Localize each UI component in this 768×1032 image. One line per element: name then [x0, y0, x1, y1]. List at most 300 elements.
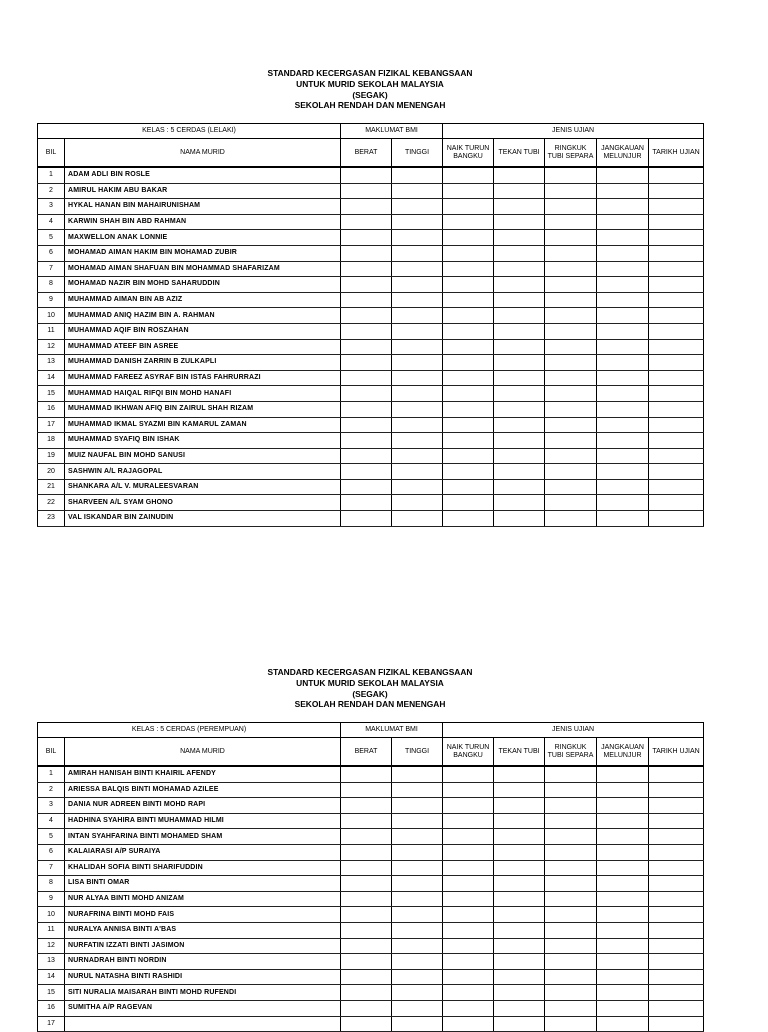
berat-cell[interactable]: [341, 199, 392, 215]
jangkauan-melunjur-cell[interactable]: [597, 230, 649, 246]
naik-turun-bangku-cell[interactable]: [443, 907, 494, 923]
tinggi-cell[interactable]: [392, 860, 443, 876]
tinggi-cell[interactable]: [392, 417, 443, 433]
ringkuk-tubi-separa-cell[interactable]: [545, 829, 597, 845]
tekan-tubi-cell[interactable]: [494, 954, 545, 970]
jangkauan-melunjur-cell[interactable]: [597, 245, 649, 261]
tekan-tubi-cell[interactable]: [494, 199, 545, 215]
naik-turun-bangku-cell[interactable]: [443, 277, 494, 293]
tarikh-ujian-cell[interactable]: [649, 277, 704, 293]
tekan-tubi-cell[interactable]: [494, 401, 545, 417]
naik-turun-bangku-cell[interactable]: [443, 511, 494, 527]
tinggi-cell[interactable]: [392, 183, 443, 199]
berat-cell[interactable]: [341, 969, 392, 985]
nama-murid-cell: MUHAMMAD HAIQAL RIFQI BIN MOHD HANAFI: [65, 386, 341, 402]
naik-turun-bangku-cell[interactable]: [443, 954, 494, 970]
berat-cell[interactable]: [341, 511, 392, 527]
tekan-tubi-cell[interactable]: [494, 829, 545, 845]
tarikh-ujian-cell[interactable]: [649, 464, 704, 480]
berat-cell[interactable]: [341, 891, 392, 907]
bil-cell: 10: [38, 308, 65, 324]
tinggi-cell[interactable]: [392, 891, 443, 907]
tinggi-cell[interactable]: [392, 813, 443, 829]
naik-turun-bangku-cell[interactable]: [443, 829, 494, 845]
jangkauan-melunjur-cell[interactable]: [597, 829, 649, 845]
naik-turun-bangku-cell[interactable]: [443, 401, 494, 417]
tekan-tubi-cell[interactable]: [494, 448, 545, 464]
table-row: [38, 479, 704, 495]
table-row: [38, 167, 704, 183]
naik-turun-bangku-cell[interactable]: [443, 844, 494, 860]
tinggi-cell[interactable]: [392, 277, 443, 293]
berat-cell[interactable]: [341, 355, 392, 371]
tinggi-cell[interactable]: [392, 511, 443, 527]
tekan-tubi-cell[interactable]: [494, 479, 545, 495]
naik-turun-bangku-cell[interactable]: [443, 417, 494, 433]
nama-murid-cell: MOHAMAD NAZIR BIN MOHD SAHARUDDIN: [65, 277, 341, 293]
tekan-tubi-cell[interactable]: [494, 1000, 545, 1016]
jangkauan-melunjur-cell[interactable]: [597, 495, 649, 511]
naik-turun-bangku-cell[interactable]: [443, 766, 494, 782]
tekan-tubi-cell[interactable]: [494, 464, 545, 480]
berat-cell[interactable]: [341, 479, 392, 495]
tekan-tubi-cell[interactable]: [494, 511, 545, 527]
tinggi-cell[interactable]: [392, 245, 443, 261]
berat-cell[interactable]: [341, 292, 392, 308]
jangkauan-melunjur-cell[interactable]: [597, 292, 649, 308]
jangkauan-melunjur-cell[interactable]: [597, 860, 649, 876]
jenis-ujian-header: JENIS UJIAN: [443, 124, 704, 139]
jangkauan-melunjur-cell[interactable]: [597, 183, 649, 199]
tarikh-ujian-cell[interactable]: [649, 214, 704, 230]
tekan-tubi-cell[interactable]: [494, 308, 545, 324]
tekan-tubi-cell[interactable]: [494, 230, 545, 246]
jangkauan-melunjur-cell[interactable]: [597, 464, 649, 480]
naik-turun-bangku-cell[interactable]: [443, 199, 494, 215]
berat-cell[interactable]: [341, 308, 392, 324]
ringkuk-tubi-separa-cell[interactable]: [545, 183, 597, 199]
nama-murid-cell: MUHAMMAD ANIQ HAZIM BIN A. RAHMAN: [65, 308, 341, 324]
jangkauan-melunjur-cell[interactable]: [597, 417, 649, 433]
tinggi-cell[interactable]: [392, 922, 443, 938]
tarikh-ujian-cell[interactable]: [649, 782, 704, 798]
ringkuk-tubi-separa-cell[interactable]: [545, 969, 597, 985]
tekan-tubi-cell[interactable]: [494, 214, 545, 230]
naik-turun-bangku-cell[interactable]: [443, 448, 494, 464]
tarikh-ujian-cell[interactable]: [649, 183, 704, 199]
nama-murid-cell: AMIRUL HAKIM ABU BAKAR: [65, 183, 341, 199]
tekan-tubi-cell[interactable]: [494, 891, 545, 907]
tinggi-cell[interactable]: [392, 985, 443, 1001]
tekan-tubi-cell[interactable]: [494, 813, 545, 829]
tarikh-ujian-cell[interactable]: [649, 798, 704, 814]
naik-turun-bangku-cell[interactable]: [443, 876, 494, 892]
naik-turun-bangku-cell[interactable]: [443, 261, 494, 277]
ringkuk-tubi-separa-cell[interactable]: [545, 230, 597, 246]
jangkauan-melunjur-cell[interactable]: [597, 844, 649, 860]
jangkauan-melunjur-cell[interactable]: [597, 798, 649, 814]
berat-cell[interactable]: [341, 782, 392, 798]
bil-cell: 3: [38, 199, 65, 215]
berat-cell[interactable]: [341, 766, 392, 782]
tekan-tubi-cell[interactable]: [494, 261, 545, 277]
tarikh-ujian-cell[interactable]: [649, 495, 704, 511]
tinggi-cell[interactable]: [392, 464, 443, 480]
tarikh-ujian-cell[interactable]: [649, 985, 704, 1001]
ringkuk-tubi-separa-cell[interactable]: [545, 199, 597, 215]
berat-cell[interactable]: [341, 230, 392, 246]
bil-cell: 19: [38, 448, 65, 464]
table-row: [38, 798, 704, 814]
tinggi-cell[interactable]: [392, 844, 443, 860]
ringkuk-tubi-separa-cell[interactable]: [545, 798, 597, 814]
ringkuk-tubi-separa-cell[interactable]: [545, 417, 597, 433]
berat-cell[interactable]: [341, 954, 392, 970]
tarikh-ujian-cell[interactable]: [649, 292, 704, 308]
tekan-tubi-cell[interactable]: [494, 167, 545, 183]
naik-turun-bangku-cell[interactable]: [443, 308, 494, 324]
tarikh-ujian-cell[interactable]: [649, 448, 704, 464]
tinggi-cell[interactable]: [392, 433, 443, 449]
berat-cell[interactable]: [341, 907, 392, 923]
jangkauan-melunjur-cell[interactable]: [597, 199, 649, 215]
tinggi-cell[interactable]: [392, 954, 443, 970]
naik-turun-bangku-cell[interactable]: [443, 938, 494, 954]
berat-cell[interactable]: [341, 370, 392, 386]
tinggi-cell[interactable]: [392, 876, 443, 892]
tinggi-cell[interactable]: [392, 938, 443, 954]
berat-cell[interactable]: [341, 183, 392, 199]
tinggi-cell[interactable]: [392, 401, 443, 417]
tekan-tubi-cell[interactable]: [494, 844, 545, 860]
bil-cell: 6: [38, 245, 65, 261]
tarikh-ujian-cell[interactable]: [649, 479, 704, 495]
berat-cell[interactable]: [341, 433, 392, 449]
tarikh-ujian-cell[interactable]: [649, 829, 704, 845]
tinggi-cell[interactable]: [392, 448, 443, 464]
berat-cell[interactable]: [341, 417, 392, 433]
berat-cell[interactable]: [341, 448, 392, 464]
jangkauan-melunjur-cell[interactable]: [597, 370, 649, 386]
nama-murid-cell: MUHAMMAD ATEEF BIN ASREE: [65, 339, 341, 355]
jangkauan-melunjur-cell[interactable]: [597, 448, 649, 464]
jangkauan-melunjur-cell[interactable]: [597, 891, 649, 907]
naik-turun-bangku-cell[interactable]: [443, 479, 494, 495]
tinggi-cell[interactable]: [392, 386, 443, 402]
tarikh-ujian-cell[interactable]: [649, 355, 704, 371]
berat-cell[interactable]: [341, 167, 392, 183]
tekan-tubi-cell[interactable]: [494, 323, 545, 339]
naik-turun-bangku-cell[interactable]: [443, 245, 494, 261]
ringkuk-tubi-separa-header: RINGKUK TUBI SEPARA: [545, 738, 597, 767]
tarikh-ujian-cell[interactable]: [649, 323, 704, 339]
ringkuk-tubi-separa-cell[interactable]: [545, 495, 597, 511]
naik-turun-bangku-cell[interactable]: [443, 969, 494, 985]
ringkuk-tubi-separa-cell[interactable]: [545, 985, 597, 1001]
tinggi-cell[interactable]: [392, 339, 443, 355]
tinggi-cell[interactable]: [392, 308, 443, 324]
table-row: [38, 860, 704, 876]
ringkuk-tubi-separa-cell[interactable]: [545, 954, 597, 970]
ringkuk-tubi-separa-cell[interactable]: [545, 433, 597, 449]
berat-cell[interactable]: [341, 922, 392, 938]
berat-cell[interactable]: [341, 876, 392, 892]
jangkauan-melunjur-cell[interactable]: [597, 782, 649, 798]
tarikh-ujian-cell[interactable]: [649, 386, 704, 402]
ringkuk-tubi-separa-cell[interactable]: [545, 355, 597, 371]
naik-turun-bangku-cell[interactable]: [443, 860, 494, 876]
naik-turun-bangku-cell[interactable]: [443, 167, 494, 183]
tekan-tubi-cell[interactable]: [494, 277, 545, 293]
ringkuk-tubi-separa-cell[interactable]: [545, 844, 597, 860]
tarikh-ujian-cell[interactable]: [649, 844, 704, 860]
naik-turun-bangku-cell[interactable]: [443, 386, 494, 402]
tarikh-ujian-cell[interactable]: [649, 813, 704, 829]
tinggi-cell[interactable]: [392, 167, 443, 183]
table-row: [38, 969, 704, 985]
tarikh-ujian-cell[interactable]: [649, 261, 704, 277]
tarikh-ujian-cell[interactable]: [649, 167, 704, 183]
ringkuk-tubi-separa-cell[interactable]: [545, 292, 597, 308]
ringkuk-tubi-separa-cell[interactable]: [545, 245, 597, 261]
berat-cell[interactable]: [341, 495, 392, 511]
tarikh-ujian-cell[interactable]: [649, 339, 704, 355]
tekan-tubi-cell[interactable]: [494, 245, 545, 261]
ringkuk-tubi-separa-cell[interactable]: [545, 464, 597, 480]
naik-turun-bangku-cell[interactable]: [443, 230, 494, 246]
berat-cell[interactable]: [341, 214, 392, 230]
ringkuk-tubi-separa-cell[interactable]: [545, 277, 597, 293]
jangkauan-melunjur-cell[interactable]: [597, 261, 649, 277]
ringkuk-tubi-separa-cell[interactable]: [545, 782, 597, 798]
berat-cell[interactable]: [341, 464, 392, 480]
jangkauan-melunjur-cell[interactable]: [597, 339, 649, 355]
tinggi-cell[interactable]: [392, 1000, 443, 1016]
bil-cell: 1: [38, 766, 65, 782]
tarikh-ujian-cell[interactable]: [649, 969, 704, 985]
jangkauan-melunjur-cell[interactable]: [597, 214, 649, 230]
berat-cell[interactable]: [341, 844, 392, 860]
naik-turun-bangku-cell[interactable]: [443, 891, 494, 907]
tekan-tubi-cell[interactable]: [494, 292, 545, 308]
tekan-tubi-cell[interactable]: [494, 766, 545, 782]
tinggi-cell[interactable]: [392, 969, 443, 985]
heading-line-2: UNTUK MURID SEKOLAH MALAYSIA: [296, 78, 444, 89]
berat-cell[interactable]: [341, 245, 392, 261]
tekan-tubi-cell[interactable]: [494, 355, 545, 371]
table-row: [38, 292, 704, 308]
tinggi-cell[interactable]: [392, 370, 443, 386]
tinggi-cell[interactable]: [392, 829, 443, 845]
tinggi-cell[interactable]: [392, 766, 443, 782]
jangkauan-melunjur-cell[interactable]: [597, 938, 649, 954]
ringkuk-tubi-separa-cell[interactable]: [545, 813, 597, 829]
tarikh-ujian-cell[interactable]: [649, 876, 704, 892]
ringkuk-tubi-separa-cell[interactable]: [545, 479, 597, 495]
berat-cell[interactable]: [341, 813, 392, 829]
nama-murid-cell: MUHAMMAD DANISH ZARRIN B ZULKAPLI: [65, 355, 341, 371]
naik-turun-bangku-cell[interactable]: [443, 985, 494, 1001]
naik-turun-bangku-cell[interactable]: [443, 782, 494, 798]
jangkauan-melunjur-cell[interactable]: [597, 985, 649, 1001]
jangkauan-melunjur-cell[interactable]: [597, 922, 649, 938]
jangkauan-melunjur-cell[interactable]: [597, 876, 649, 892]
bil-cell: 12: [38, 339, 65, 355]
jangkauan-melunjur-cell[interactable]: [597, 766, 649, 782]
tekan-tubi-cell[interactable]: [494, 782, 545, 798]
tinggi-cell[interactable]: [392, 214, 443, 230]
tekan-tubi-cell[interactable]: [494, 907, 545, 923]
tarikh-ujian-cell[interactable]: [649, 308, 704, 324]
tekan-tubi-cell[interactable]: [494, 339, 545, 355]
jangkauan-melunjur-cell[interactable]: [597, 907, 649, 923]
tarikh-ujian-cell[interactable]: [649, 433, 704, 449]
jangkauan-melunjur-cell[interactable]: [597, 969, 649, 985]
ringkuk-tubi-separa-cell[interactable]: [545, 370, 597, 386]
tarikh-ujian-cell[interactable]: [649, 922, 704, 938]
tinggi-cell[interactable]: [392, 798, 443, 814]
tekan-tubi-cell[interactable]: [494, 370, 545, 386]
tinggi-cell[interactable]: [392, 495, 443, 511]
naik-turun-bangku-cell[interactable]: [443, 922, 494, 938]
ringkuk-tubi-separa-cell[interactable]: [545, 308, 597, 324]
berat-cell[interactable]: [341, 798, 392, 814]
bil-cell: 16: [38, 401, 65, 417]
berat-cell[interactable]: [341, 261, 392, 277]
tekan-tubi-cell[interactable]: [494, 433, 545, 449]
tekan-tubi-cell[interactable]: [494, 417, 545, 433]
tekan-tubi-cell[interactable]: [494, 183, 545, 199]
naik-turun-bangku-cell[interactable]: [443, 813, 494, 829]
tekan-tubi-cell[interactable]: [494, 985, 545, 1001]
tekan-tubi-cell[interactable]: [494, 876, 545, 892]
tinggi-cell[interactable]: [392, 323, 443, 339]
jangkauan-melunjur-cell[interactable]: [597, 308, 649, 324]
berat-cell[interactable]: [341, 277, 392, 293]
tinggi-cell[interactable]: [392, 230, 443, 246]
ringkuk-tubi-separa-cell[interactable]: [545, 323, 597, 339]
tekan-tubi-cell[interactable]: [494, 938, 545, 954]
naik-turun-bangku-cell[interactable]: [443, 433, 494, 449]
segak-table: [37, 722, 704, 1032]
naik-turun-bangku-cell[interactable]: [443, 370, 494, 386]
ringkuk-tubi-separa-cell[interactable]: [545, 860, 597, 876]
berat-cell[interactable]: [341, 339, 392, 355]
naik-turun-bangku-cell[interactable]: [443, 464, 494, 480]
ringkuk-tubi-separa-cell[interactable]: [545, 401, 597, 417]
naik-turun-bangku-cell[interactable]: [443, 214, 494, 230]
berat-cell[interactable]: [341, 323, 392, 339]
naik-turun-bangku-cell[interactable]: [443, 495, 494, 511]
jangkauan-melunjur-cell[interactable]: [597, 813, 649, 829]
naik-turun-bangku-cell[interactable]: [443, 355, 494, 371]
tarikh-ujian-cell[interactable]: [649, 891, 704, 907]
tarikh-ujian-cell[interactable]: [649, 954, 704, 970]
tinggi-cell[interactable]: [392, 355, 443, 371]
naik-turun-bangku-cell[interactable]: [443, 339, 494, 355]
tarikh-ujian-cell[interactable]: [649, 938, 704, 954]
tarikh-ujian-cell[interactable]: [649, 860, 704, 876]
tarikh-ujian-cell[interactable]: [649, 199, 704, 215]
tinggi-cell[interactable]: [392, 479, 443, 495]
ringkuk-tubi-separa-cell[interactable]: [545, 1000, 597, 1016]
naik-turun-bangku-cell[interactable]: [443, 292, 494, 308]
ringkuk-tubi-separa-cell[interactable]: [545, 448, 597, 464]
ringkuk-tubi-separa-cell[interactable]: [545, 907, 597, 923]
tinggi-cell[interactable]: [392, 261, 443, 277]
berat-cell[interactable]: [341, 860, 392, 876]
naik-turun-bangku-cell[interactable]: [443, 798, 494, 814]
jangkauan-melunjur-cell[interactable]: [597, 511, 649, 527]
tarikh-ujian-cell[interactable]: [649, 230, 704, 246]
ringkuk-tubi-separa-cell[interactable]: [545, 167, 597, 183]
berat-cell[interactable]: [341, 1000, 392, 1016]
jangkauan-melunjur-cell[interactable]: [597, 386, 649, 402]
ringkuk-tubi-separa-cell[interactable]: [545, 214, 597, 230]
tekan-tubi-cell[interactable]: [494, 495, 545, 511]
jangkauan-melunjur-cell[interactable]: [597, 277, 649, 293]
ringkuk-tubi-separa-cell[interactable]: [545, 339, 597, 355]
heading-line-3: (SEGAK): [352, 688, 388, 699]
berat-cell[interactable]: [341, 386, 392, 402]
jangkauan-melunjur-cell[interactable]: [597, 433, 649, 449]
berat-cell[interactable]: [341, 829, 392, 845]
naik-turun-bangku-cell[interactable]: [443, 183, 494, 199]
ringkuk-tubi-separa-cell[interactable]: [545, 891, 597, 907]
tinggi-cell[interactable]: [392, 907, 443, 923]
naik-turun-bangku-cell[interactable]: [443, 1000, 494, 1016]
tarikh-ujian-cell[interactable]: [649, 417, 704, 433]
jangkauan-melunjur-cell[interactable]: [597, 167, 649, 183]
ringkuk-tubi-separa-cell[interactable]: [545, 766, 597, 782]
tarikh-ujian-cell[interactable]: [649, 766, 704, 782]
jangkauan-melunjur-cell[interactable]: [597, 401, 649, 417]
tarikh-ujian-cell[interactable]: [649, 370, 704, 386]
ringkuk-tubi-separa-cell[interactable]: [545, 876, 597, 892]
berat-cell[interactable]: [341, 938, 392, 954]
tarikh-ujian-cell[interactable]: [649, 511, 704, 527]
jangkauan-melunjur-cell[interactable]: [597, 355, 649, 371]
tekan-tubi-cell[interactable]: [494, 922, 545, 938]
tarikh-ujian-cell[interactable]: [649, 401, 704, 417]
berat-cell[interactable]: [341, 985, 392, 1001]
tekan-tubi-cell[interactable]: [494, 969, 545, 985]
tekan-tubi-cell[interactable]: [494, 798, 545, 814]
jangkauan-melunjur-cell[interactable]: [597, 323, 649, 339]
naik-turun-bangku-cell[interactable]: [443, 323, 494, 339]
berat-cell[interactable]: [341, 401, 392, 417]
nama-murid-cell: MUHAMMAD SYAFIQ BIN ISHAK: [65, 433, 341, 449]
jangkauan-melunjur-cell[interactable]: [597, 479, 649, 495]
tinggi-cell[interactable]: [392, 199, 443, 215]
table-row: [38, 891, 704, 907]
tekan-tubi-cell[interactable]: [494, 860, 545, 876]
ringkuk-tubi-separa-cell[interactable]: [545, 511, 597, 527]
heading-line-4: SEKOLAH RENDAH DAN MENENGAH: [294, 699, 446, 710]
tarikh-ujian-cell[interactable]: [649, 907, 704, 923]
tinggi-cell[interactable]: [392, 782, 443, 798]
ringkuk-tubi-separa-cell[interactable]: [545, 261, 597, 277]
tarikh-ujian-cell[interactable]: [649, 245, 704, 261]
jangkauan-melunjur-cell[interactable]: [597, 954, 649, 970]
tinggi-cell[interactable]: [392, 292, 443, 308]
tarikh-ujian-cell[interactable]: [649, 1000, 704, 1016]
ringkuk-tubi-separa-cell[interactable]: [545, 922, 597, 938]
tekan-tubi-cell[interactable]: [494, 386, 545, 402]
ringkuk-tubi-separa-cell[interactable]: [545, 386, 597, 402]
jangkauan-melunjur-cell[interactable]: [597, 1000, 649, 1016]
ringkuk-tubi-separa-cell[interactable]: [545, 938, 597, 954]
